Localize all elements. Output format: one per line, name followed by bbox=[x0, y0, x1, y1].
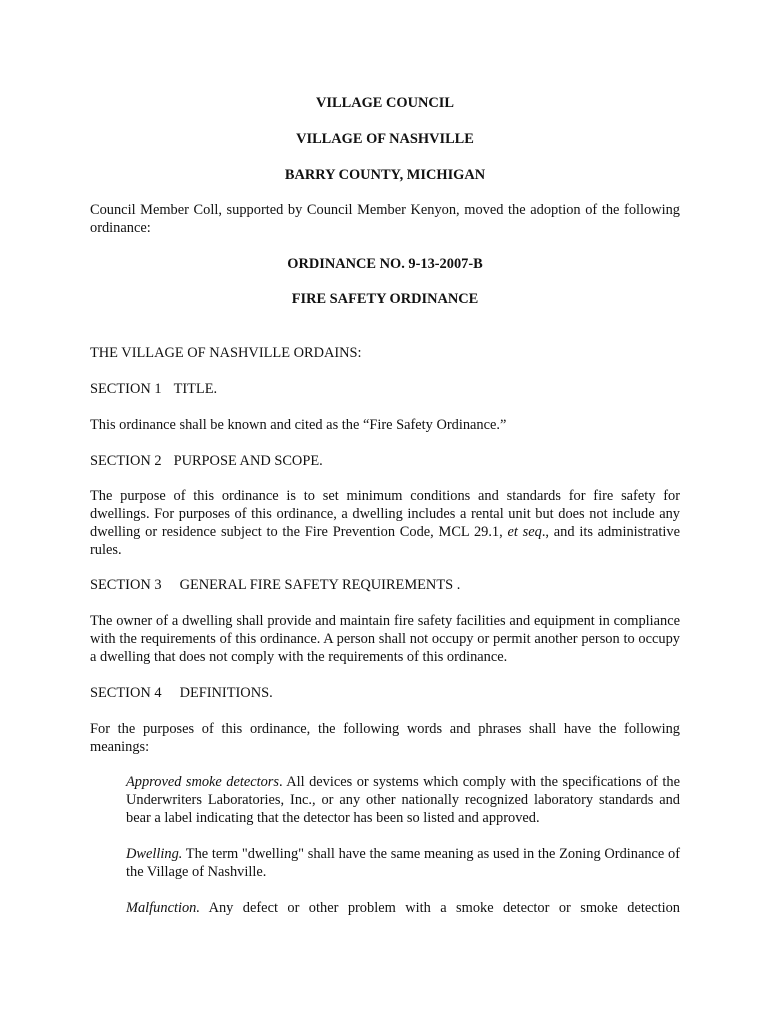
definition-text: The term "dwelling" shall have the same meaning as used in the Zoning Ordinance of the Village of Nashville. bbox=[126, 846, 680, 880]
section-2-number: SECTION 2 bbox=[90, 453, 162, 469]
section-4-number: SECTION 4 bbox=[90, 685, 162, 701]
section-3-text: The owner of a dwelling shall provide and maintain fire safety facilities and equipment in compliance with the requirements of this ordinance. A person shall not occupy or permit another person to occupy a dwelling that does not comply with the requirements of this ordinance. bbox=[90, 613, 680, 665]
header-line-1: VILLAGE COUNCIL bbox=[316, 95, 454, 111]
definition-term: Approved smoke detectors bbox=[126, 774, 280, 790]
section-2-heading bbox=[90, 452, 323, 470]
section-1-heading bbox=[90, 380, 217, 398]
intro-paragraph: Council Member Coll, supported by Council Member Kenyon, moved the adoption of the following ordinance: bbox=[90, 202, 680, 236]
definition-malfunction bbox=[126, 899, 680, 917]
ordinance-number: ORDINANCE NO. 9-13-2007-B bbox=[287, 256, 483, 272]
definition-text: Any defect or other problem with a smoke detector or smoke detection bbox=[199, 900, 680, 916]
ordinance-name: FIRE SAFETY ORDINANCE bbox=[291, 291, 479, 307]
ordains-statement: THE VILLAGE OF NASHVILLE ORDAINS: bbox=[90, 345, 362, 361]
section-1-title: TITLE. bbox=[173, 381, 218, 397]
definition-text: . All devices or systems which comply with the specifications of the Underwriters Laboratories, Inc., or any other nationally recognized laboratory standards and bear a label indicating that the detector has been so listed and approved. bbox=[126, 774, 680, 826]
section-3-number: SECTION 3 bbox=[90, 577, 162, 593]
definition-dwelling bbox=[126, 845, 680, 881]
section-1-text: This ordinance shall be known and cited as the “Fire Safety Ordinance.” bbox=[90, 417, 507, 433]
section-2-text-italic: et seq bbox=[507, 524, 542, 540]
section-2-text bbox=[90, 487, 680, 559]
definition-term: Dwelling. bbox=[126, 846, 183, 862]
section-3-heading bbox=[90, 576, 460, 594]
definition-approved-smoke-detectors bbox=[126, 773, 680, 827]
section-4-title: DEFINITIONS. bbox=[179, 685, 273, 701]
header-line-2: VILLAGE OF NASHVILLE bbox=[296, 131, 474, 147]
section-4-text: For the purposes of this ordinance, the following words and phrases shall have the following meanings: bbox=[90, 721, 680, 755]
section-1-number: SECTION 1 bbox=[90, 381, 162, 397]
section-2-text-a: The purpose of this ordinance is to set minimum conditions and standards for fire safety for dwellings. For purposes of this ordinance, a dwelling includes a rental unit but does not include any dwelling or residence subject to the Fire Prevention Code, MCL 29.1, bbox=[90, 488, 680, 540]
section-4-heading bbox=[90, 684, 273, 702]
section-3-title: GENERAL FIRE SAFETY REQUIREMENTS . bbox=[179, 577, 461, 593]
section-2-text-b: ., and its administrative rules. bbox=[90, 524, 680, 558]
definition-term: Malfunction. bbox=[126, 900, 200, 916]
section-2-title: PURPOSE AND SCOPE. bbox=[173, 453, 323, 469]
header-line-3: BARRY COUNTY, MICHIGAN bbox=[284, 167, 486, 183]
